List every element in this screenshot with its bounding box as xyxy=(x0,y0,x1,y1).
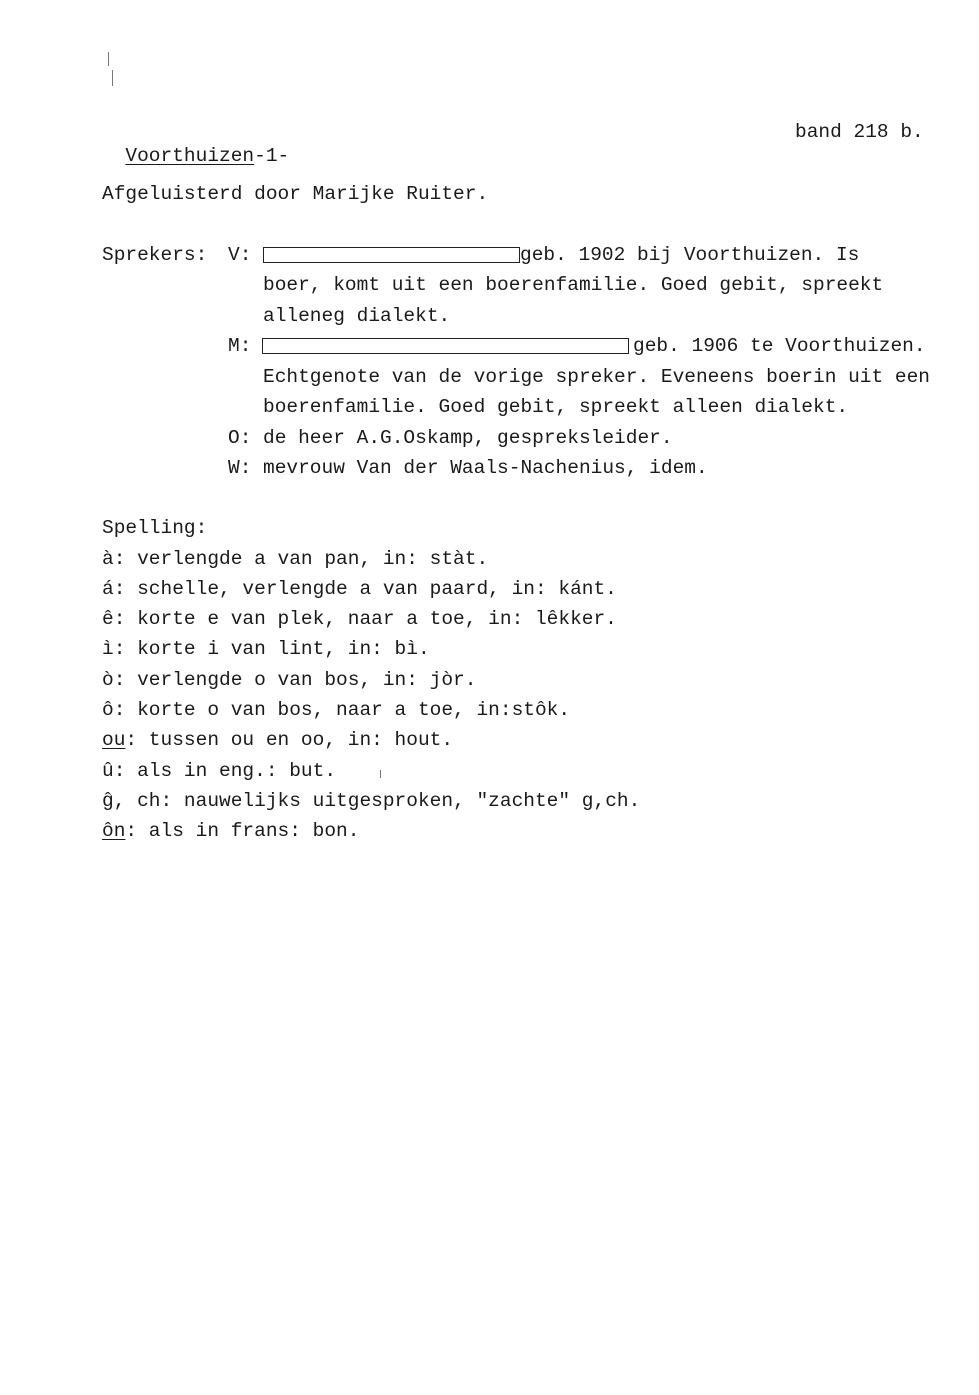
band-number: band 218 b. xyxy=(795,121,924,143)
spelling-symbol: ô: xyxy=(102,699,126,721)
speaker-v-line2: boer, komt uit een boerenfamilie. Goed gebit, spreekt xyxy=(263,274,884,296)
scan-speck xyxy=(108,52,109,66)
speaker-w-key: W: xyxy=(228,457,252,479)
speaker-v-key: V: xyxy=(228,244,252,266)
speaker-v-line3: alleneg dialekt. xyxy=(263,305,451,327)
speaker-m-line1: geb. 1906 te Voorthuizen. xyxy=(633,335,926,357)
spelling-item xyxy=(102,698,570,722)
spelling-symbol: ĝ, ch xyxy=(102,790,161,812)
spelling-description: schelle, verlengde a van paard, in: kánt. xyxy=(125,578,617,600)
speakers-label: Sprekers: xyxy=(102,244,208,266)
spelling-symbol: á: xyxy=(102,578,126,600)
listener-line: Afgeluisterd door Marijke Ruiter. xyxy=(102,183,489,205)
spelling-item xyxy=(102,607,617,631)
spelling-symbol: ôn xyxy=(102,820,126,842)
spelling-description: korte o van bos, naar a toe, in:stôk. xyxy=(125,699,571,721)
redacted-name-m xyxy=(262,338,629,354)
spelling-symbol: ê: xyxy=(102,608,126,630)
speaker-o-text: de heer A.G.Oskamp, gespreksleider. xyxy=(263,427,673,449)
page-number: -1- xyxy=(254,145,290,167)
spelling-item xyxy=(102,577,617,601)
spelling-description: als in eng.: but. xyxy=(125,760,337,782)
spelling-item xyxy=(102,789,640,813)
spelling-description: korte i van lint, in: bì. xyxy=(125,638,430,660)
spelling-description: : nauwelijks uitgesproken, "zachte" g,ch. xyxy=(160,790,641,812)
speaker-m-key: M: xyxy=(228,335,252,357)
spelling-symbol: ou xyxy=(102,729,126,751)
speaker-w-text: mevrouw Van der Waals-Nachenius, idem. xyxy=(263,457,708,479)
document-title xyxy=(102,120,289,168)
spelling-label: Spelling: xyxy=(102,517,208,539)
spelling-symbol: ò: xyxy=(102,669,126,691)
spelling-item xyxy=(102,728,453,752)
spelling-symbol: à: xyxy=(102,548,126,570)
scan-speck xyxy=(380,770,381,778)
spelling-item xyxy=(102,759,336,783)
speaker-o-key: O: xyxy=(228,427,252,449)
spelling-description: : als in frans: bon. xyxy=(125,820,360,842)
spelling-symbol: û: xyxy=(102,760,126,782)
spelling-item xyxy=(102,668,476,692)
place-name: Voorthuizen xyxy=(125,145,255,167)
speaker-v-line1: geb. 1902 bij Voorthuizen. Is xyxy=(520,244,860,266)
spelling-item xyxy=(102,819,359,843)
scan-speck xyxy=(112,70,113,86)
spelling-symbol: ì: xyxy=(102,638,126,660)
spelling-description: verlengde o van bos, in: jòr. xyxy=(125,669,477,691)
spelling-item xyxy=(102,547,488,571)
speaker-m-line3: boerenfamilie. Goed gebit, spreekt alleen dialekt. xyxy=(263,396,849,418)
spelling-description: verlengde a van pan, in: stàt. xyxy=(125,548,489,570)
speaker-m-line2: Echtgenote van de vorige spreker. Eveneens boerin uit een xyxy=(263,366,931,388)
spelling-description: korte e van plek, naar a toe, in: lêkker. xyxy=(125,608,617,630)
spelling-item xyxy=(102,637,430,661)
redacted-name-v xyxy=(263,247,520,263)
spelling-description: : tussen ou en oo, in: hout. xyxy=(125,729,454,751)
